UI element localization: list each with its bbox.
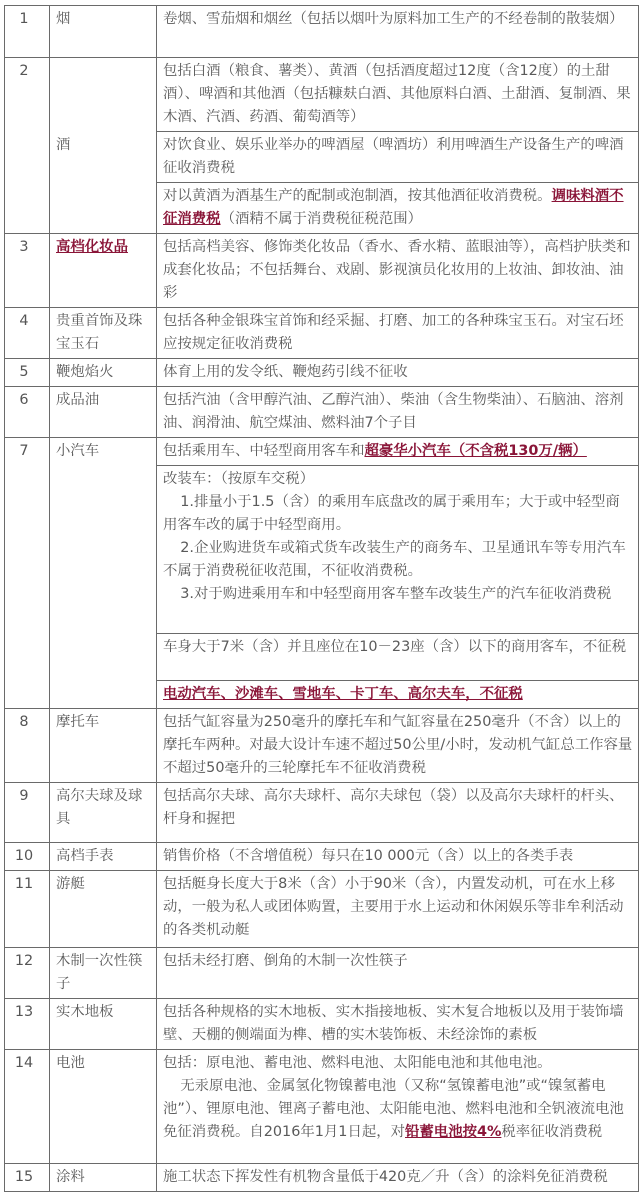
- item-description: [157, 1164, 639, 1192]
- item-category: [50, 1050, 157, 1164]
- emphasized-text: 电动汽车、沙滩车、雪地车、卡丁车、高尔夫车，不征税: [163, 686, 523, 702]
- text-segment: 卷烟、雪茄烟和烟丝（包括以烟叶为原料加工生产的不经卷制的散装烟）: [163, 11, 624, 27]
- description-paragraph: [163, 491, 634, 537]
- item-description: [157, 58, 639, 132]
- item-description: [157, 783, 639, 843]
- item-category: [50, 871, 157, 948]
- text-segment: （酒精不属于消费税征税范围）: [220, 211, 423, 227]
- text-segment: 无汞原电池、金属氢化物镍蓄电池（又称“氢镍蓄电池”或“镍氢蓄电池”）、锂原电池、锂离子蓄电池、太阳能电池、燃料电池和全钒液流电池免征消费税。自2016年1月1日起，对: [163, 1078, 624, 1140]
- item-category: [50, 6, 157, 58]
- item-category: [50, 843, 157, 871]
- item-description: [157, 634, 639, 681]
- text-segment: 包括高尔夫球、高尔夫球杆、高尔夫球包（袋）以及高尔夫球杆的杆头、杆身和握把: [163, 788, 624, 827]
- text-segment: 包括乘用车、中轻型商用客车和: [163, 443, 365, 459]
- text-segment: 实木地板: [56, 1004, 114, 1020]
- text-segment: 小汽车: [56, 443, 100, 459]
- item-description: [157, 387, 639, 438]
- description-paragraph: [163, 60, 634, 129]
- text-segment: 包括未经打磨、倒角的木制一次性筷子: [163, 953, 408, 969]
- text-segment: 1.排量小于1.5（含）的乘用车底盘改的属于乘用车；大于或中轻型商用客车改的属于中轻型商用。: [163, 494, 620, 533]
- text-segment: 鞭炮焰火: [56, 364, 114, 380]
- table-row: [5, 58, 639, 132]
- description-paragraph: [163, 950, 634, 973]
- item-category: [50, 58, 157, 234]
- item-number: 2: [5, 58, 50, 234]
- item-number: 9: [5, 783, 50, 843]
- item-number: 6: [5, 387, 50, 438]
- description-paragraph: [163, 440, 634, 463]
- item-number: 12: [5, 948, 50, 999]
- table-row: [5, 438, 639, 466]
- description-paragraph: [163, 537, 634, 583]
- table-row: [5, 999, 639, 1050]
- text-segment: 体育上用的发令纸、鞭炮药引线不征收: [163, 364, 408, 380]
- description-paragraph: [163, 8, 634, 31]
- description-paragraph: [163, 361, 634, 384]
- item-category: [50, 438, 157, 709]
- description-paragraph: [163, 1075, 634, 1144]
- text-segment: 税率征收消费税: [501, 1124, 603, 1140]
- item-description: [157, 132, 639, 183]
- item-number: 15: [5, 1164, 50, 1192]
- emphasized-text: 调味料酒不征消费税: [163, 188, 624, 227]
- emphasized-text: 超豪华小汽车（不含税130万/辆）: [364, 443, 587, 459]
- item-number: 4: [5, 308, 50, 359]
- description-paragraph: [163, 185, 634, 231]
- item-description: [157, 234, 639, 308]
- item-number: 14: [5, 1050, 50, 1164]
- text-segment: 施工状态下挥发性有机物含量低于420克／升（含）的涂料免征消费税: [163, 1169, 608, 1185]
- table-row: [5, 6, 639, 58]
- item-description: [157, 308, 639, 359]
- item-description: [157, 681, 639, 709]
- item-category: [50, 387, 157, 438]
- text-segment: 销售价格（不含增值税）每只在10 000元（含）以上的各类手表: [163, 848, 574, 864]
- item-description: [157, 843, 639, 871]
- item-description: [157, 999, 639, 1050]
- excise-tax-scope-table: [4, 5, 639, 1192]
- text-segment: 包括各种金银珠宝首饰和经采掘、打磨、加工的各种珠宝玉石。对宝石坯应按规定征收消费税: [163, 313, 624, 352]
- description-paragraph: [163, 389, 634, 435]
- table-row: [5, 234, 639, 308]
- item-description: [157, 438, 639, 466]
- item-category: [50, 359, 157, 387]
- table-row: [5, 308, 639, 359]
- table-row: [5, 843, 639, 871]
- table-row: [5, 783, 639, 843]
- text-segment: 涂料: [56, 1169, 85, 1185]
- emphasized-text: 高档化妆品: [56, 239, 128, 255]
- description-paragraph: [163, 873, 634, 942]
- table-row: [5, 359, 639, 387]
- text-segment: 2.企业购进货车或箱式货车改装生产的商务车、卫星通讯车等专用汽车不属于消费税征收范围，不征收消费税。: [163, 540, 626, 579]
- text-segment: 成品油: [56, 392, 100, 408]
- description-paragraph: [163, 785, 634, 831]
- text-segment: 车身大于7米（含）并且座位在10－23座（含）以下的商用客车，不征税: [163, 639, 627, 655]
- text-segment: 包括：原电池、蓄电池、燃料电池、太阳能电池和其他电池。: [163, 1055, 552, 1071]
- item-number: 8: [5, 709, 50, 783]
- item-number: 1: [5, 6, 50, 58]
- text-segment: 贵重首饰及珠宝玉石: [56, 313, 143, 352]
- text-segment: 木制一次性筷子: [56, 953, 143, 992]
- table-row: [5, 948, 639, 999]
- item-description: [157, 6, 639, 58]
- description-paragraph: [163, 134, 634, 180]
- emphasized-text: 铅蓄电池按4%: [405, 1124, 502, 1140]
- description-paragraph: [163, 1001, 634, 1047]
- table-body: [5, 6, 639, 1192]
- text-segment: 烟: [56, 11, 71, 27]
- item-number: 7: [5, 438, 50, 709]
- item-description: [157, 359, 639, 387]
- text-segment: 游艇: [56, 876, 85, 892]
- description-paragraph: [163, 845, 634, 868]
- description-paragraph: [163, 683, 634, 706]
- item-description: [157, 871, 639, 948]
- description-paragraph: [163, 636, 634, 659]
- description-paragraph: [163, 468, 634, 491]
- text-segment: 改装车：（按原车交税）: [163, 471, 315, 487]
- item-category: [50, 234, 157, 308]
- text-segment: 高档手表: [56, 848, 114, 864]
- description-paragraph: [163, 1052, 634, 1075]
- item-number: 11: [5, 871, 50, 948]
- text-segment: 对以黄酒为酒基生产的配制或泡制酒，按其他酒征收消费税。: [163, 188, 552, 204]
- item-category: [50, 999, 157, 1050]
- item-category: [50, 948, 157, 999]
- text-segment: 包括高档美容、修饰类化妆品（香水、香水精、蓝眼油等），高档护肤类和成套化妆品；不包括舞台、戏剧、影视演员化妆用的上妆油、卸妆油、油彩: [163, 239, 631, 301]
- text-segment: 对饮食业、娱乐业举办的啤酒屋（啤酒坊）利用啤酒生产设备生产的啤酒征收消费税: [163, 137, 624, 176]
- table-row: [5, 1050, 639, 1164]
- text-segment: 3.对于购进乘用车和中轻型商用客车整车改装生产的汽车征收消费税: [180, 586, 612, 602]
- table-row: [5, 1164, 639, 1192]
- item-number: 10: [5, 843, 50, 871]
- table-row: [5, 709, 639, 783]
- text-segment: 高尔夫球及球具: [56, 788, 143, 827]
- item-description: [157, 948, 639, 999]
- description-paragraph: [163, 310, 634, 356]
- description-paragraph: [163, 236, 634, 305]
- text-segment: 包括气缸容量为250毫升的摩托车和气缸容量在250毫升（不含）以上的摩托车两种。对最大设计车速不超过50公里/小时，发动机气缸总工作容量不超过50毫升的三轮摩托车不征收消费税: [163, 714, 633, 776]
- item-description: [157, 466, 639, 634]
- description-paragraph: [163, 1166, 634, 1189]
- item-category: [50, 783, 157, 843]
- item-description: [157, 1050, 639, 1164]
- text-segment: 包括各种规格的实木地板、实木指接地板、实木复合地板以及用于装饰墙壁、天棚的侧端面为榫、槽的实木装饰板、未经涂饰的素板: [163, 1004, 624, 1043]
- text-segment: 包括艇身长度大于8米（含）小于90米（含），内置发动机，可在水上移动，一般为私人或团体购置，主要用于水上运动和休闲娱乐等非牟利活动的各类机动艇: [163, 876, 624, 938]
- text-segment: 酒: [56, 137, 71, 153]
- description-paragraph: [163, 711, 634, 780]
- table-row: [5, 387, 639, 438]
- text-segment: 包括白酒（粮食、薯类）、黄酒（包括酒度超过12度（含12度）的土甜酒）、啤酒和其他酒（包括糠麸白酒、其他原料白酒、土甜酒、复制酒、果木酒、汽酒、药酒、葡萄酒等）: [163, 63, 631, 125]
- text-segment: 电池: [56, 1055, 85, 1071]
- item-number: 5: [5, 359, 50, 387]
- description-paragraph: [163, 583, 634, 606]
- table-row: [5, 871, 639, 948]
- text-segment: 摩托车: [56, 714, 100, 730]
- item-category: [50, 1164, 157, 1192]
- item-category: [50, 709, 157, 783]
- item-description: [157, 709, 639, 783]
- item-category: [50, 308, 157, 359]
- item-number: 3: [5, 234, 50, 308]
- item-description: [157, 183, 639, 234]
- text-segment: 包括汽油（含甲醇汽油、乙醇汽油）、柴油（含生物柴油）、石脑油、溶剂油、润滑油、航空煤油、燃料油7个子目: [163, 392, 624, 431]
- item-number: 13: [5, 999, 50, 1050]
